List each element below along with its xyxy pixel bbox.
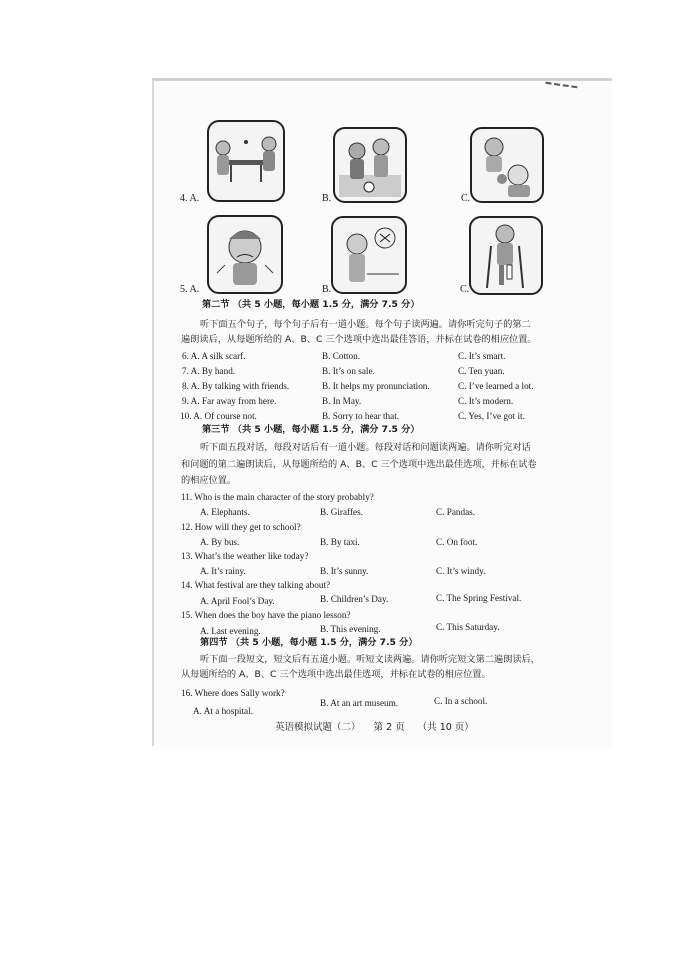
q11-question: 11. Who is the main character of the story probably?: [181, 492, 374, 502]
q5-picture-c: [469, 216, 543, 295]
q11-option-a: A. Elephants.: [200, 507, 250, 517]
q16-option-a: A. At a hospital.: [193, 706, 253, 716]
q8-option-c: C. I’ve learned a lot.: [458, 381, 534, 391]
page-footer: [275, 719, 484, 733]
q5-label-b: B.: [322, 284, 332, 295]
q4-picture-b: [333, 127, 407, 203]
q10-option-a: 10. A. Of course not.: [180, 411, 257, 421]
q14-option-a: A. April Fool’s Day.: [200, 596, 275, 606]
q14-option-b: B. Children’s Day.: [320, 594, 389, 604]
crutches-picture: [471, 218, 541, 293]
q10-option-c: C. Yes, I’ve got it.: [458, 411, 525, 421]
q4-number: 4.: [180, 193, 188, 204]
q9-option-c: C. It’s modern.: [458, 396, 514, 406]
q5-picture-a: [207, 215, 283, 294]
q15-option-a: A. Last evening.: [200, 626, 261, 636]
q6-option-b: B. Cotton.: [322, 351, 361, 361]
q5-label-c: C.: [460, 284, 470, 295]
q13-option-a: A. It’s rainy.: [200, 566, 246, 576]
q12-option-a: A. By bus.: [200, 537, 240, 547]
two-kids-picture: [472, 129, 542, 201]
sad-girl-picture: [209, 217, 281, 292]
q12-option-c: C. On foot.: [436, 537, 478, 547]
q11-option-c: C. Pandas.: [436, 507, 476, 517]
section4-heading: 第四节 （共 5 小题，每小题 1.5 分，满分 7.5 分）: [200, 637, 418, 648]
q16-option-b: B. At an art museum.: [320, 698, 399, 708]
q15-option-b: B. This evening.: [320, 624, 381, 634]
section4-instruction-line2: 从每题所给的 A、B、C 三个选项中选出最佳选项，并标在试卷的相应位置。: [181, 669, 491, 680]
q16-option-c: C. In a school.: [434, 696, 488, 706]
section3-instruction-line3: 的相应位置。: [181, 475, 237, 486]
q7-option-c: C. Ten yuan.: [458, 366, 505, 376]
footer-total-pages: （共 10 页）: [417, 722, 474, 733]
q14-option-c: C. The Spring Festival.: [436, 593, 522, 603]
q7-option-a: 7. A. By hand.: [182, 366, 236, 376]
q15-question: 15. When does the boy have the piano lesson?: [181, 610, 351, 620]
q16-question: 16. Where does Sally work?: [181, 688, 285, 698]
q6-option-a: 6. A. A silk scarf.: [182, 351, 246, 361]
q9-option-a: 9. A. Far away from here.: [182, 396, 277, 406]
q4-label-a: [180, 193, 199, 204]
q12-option-b: B. By taxi.: [320, 537, 360, 547]
section2-instruction-line2: 遍朗读后，从每题所给的 A、B、C 三个选项中选出最佳答语，并标在试卷的相应位置。: [181, 334, 537, 345]
q15-option-c: C. This Saturday.: [436, 622, 500, 632]
q11-option-b: B. Giraffes.: [320, 507, 363, 517]
page-edge: [152, 80, 154, 746]
ping-pong-picture: [209, 122, 283, 200]
section3-instruction-line1: 听下面五段对话，每段对话后有一道小题。每段对话和问题读两遍。请你听完对话: [200, 442, 531, 453]
footer-title: 英语模拟试题（二）: [275, 722, 361, 733]
q5-number: 5.: [180, 284, 188, 295]
q4-option-a-label: A.: [189, 193, 200, 204]
q13-question: 13. What’s the weather like today?: [181, 551, 309, 561]
section3-heading: 第三节 （共 5 小题，每小题 1.5 分，满分 7.5 分）: [202, 424, 420, 435]
soccer-picture: [335, 129, 405, 201]
q9-option-b: B. In May.: [322, 396, 362, 406]
q5-option-a-label: A.: [189, 284, 200, 295]
footer-page-number: 第 2 页: [373, 722, 405, 733]
q4-picture-a: [207, 120, 285, 202]
q4-label-c: C.: [461, 193, 471, 204]
q7-option-b: B. It’s on sale.: [322, 366, 375, 376]
q8-option-b: B. It helps my pronunciation.: [322, 381, 430, 391]
q14-question: 14. What festival are they talking about?: [181, 580, 331, 590]
section2-instruction-line1: 听下面五个句子，每个句子后有一道小题。每个句子读两遍。请你听完句子的第二: [200, 319, 531, 330]
q10-option-b: B. Sorry to hear that.: [322, 411, 400, 421]
q13-option-b: B. It’s sunny.: [320, 566, 369, 576]
q4-picture-c: [470, 127, 544, 203]
section2-heading: 第二节 （共 5 小题，每小题 1.5 分，满分 7.5 分）: [202, 299, 420, 310]
q4-label-b: B.: [322, 193, 332, 204]
q12-question: 12. How will they get to school?: [181, 522, 301, 532]
section4-instruction-line1: 听下面一段短文，短文后有五道小题。听短文读两遍。请你听完短文第二遍朗读后，: [200, 654, 540, 665]
section3-instruction-line2: 和问题的第二遍朗读后，从每题所给的 A、B、C 三个选项中选出最佳选项，并标在试卷: [181, 459, 537, 470]
q5-picture-b: [331, 216, 407, 294]
q5-label-a: [180, 284, 199, 295]
q13-option-c: C. It’s windy.: [436, 566, 486, 576]
toothache-picture: [333, 218, 405, 292]
q8-option-a: 8. A. By talking with friends.: [182, 381, 290, 391]
q6-option-c: C. It’s smart.: [458, 351, 506, 361]
